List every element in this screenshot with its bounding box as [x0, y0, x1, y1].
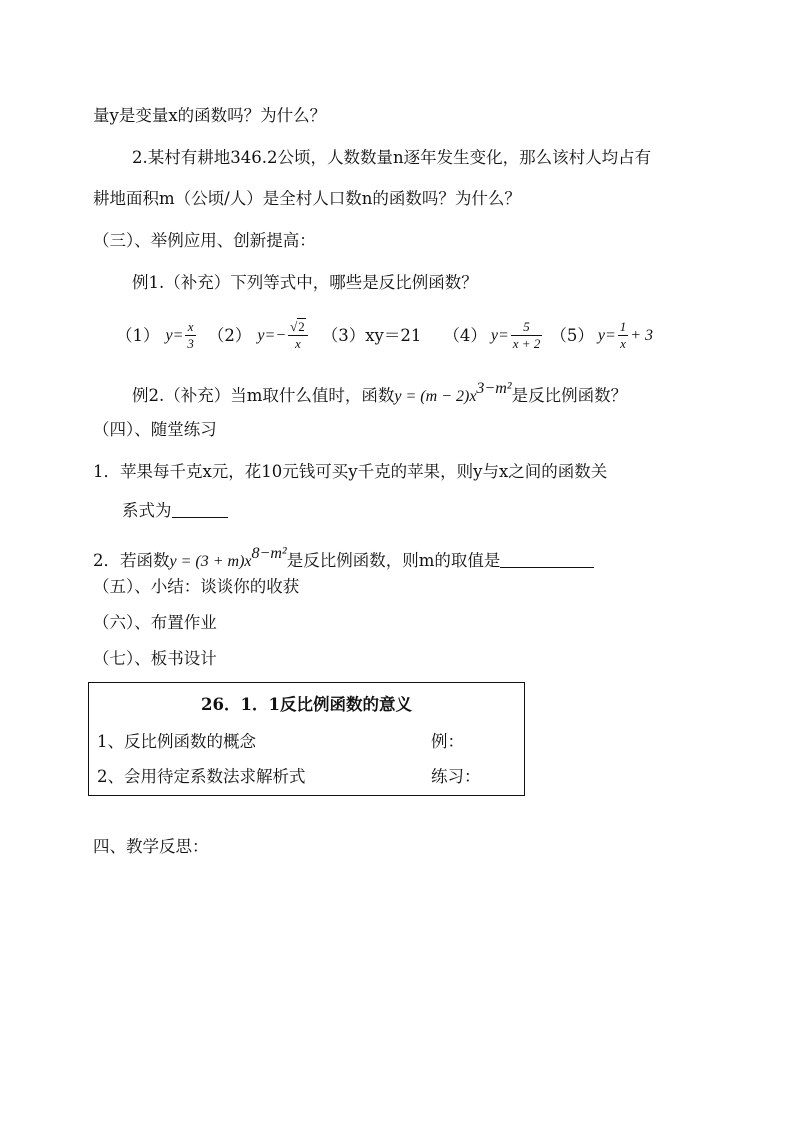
eq4-equals: =: [497, 326, 509, 344]
eq1-label: （1）: [116, 325, 160, 345]
eq4-label: （4）: [443, 325, 487, 345]
example-2-prompt: [132, 378, 627, 408]
exercise-2-coef: (3 + m): [195, 553, 245, 570]
eq4-y: y: [490, 326, 498, 344]
eq5-equals: =: [604, 326, 616, 344]
eq2-y: y: [257, 326, 265, 344]
eq1-equals: =: [172, 326, 184, 344]
exercise-1-blank: [172, 501, 228, 518]
eq2-fraction: [288, 319, 308, 352]
eq1-y: y: [165, 326, 173, 344]
example-2-equals: =: [401, 388, 421, 405]
eq2-radicand: 2: [298, 319, 305, 334]
example-2-y: y: [394, 388, 402, 405]
section-heading-3: （三）、举例应用、创新提高：: [93, 231, 316, 250]
example-2-coef: (m − 2): [420, 388, 470, 405]
eq1-denominator: 3: [187, 336, 194, 351]
eq3: （3）xy＝21: [321, 325, 422, 345]
example-2-exponent: 3−m²: [476, 380, 512, 397]
eq5-fraction: [618, 319, 629, 352]
example-2-text-a: 例2.（补充）当m取什么值时，函数: [132, 386, 395, 405]
board-row-2-right: 练习：: [431, 767, 481, 786]
exercise-2-base: x: [244, 553, 252, 570]
eq2-label: （2）: [207, 325, 252, 345]
board-design-box: [88, 682, 525, 796]
example-1-prompt: 例1.（补充）下列等式中，哪些是反比例函数？: [132, 273, 478, 292]
eq4-numerator: 5: [511, 319, 543, 336]
exercise-2-equals: =: [176, 553, 196, 570]
eq5-numerator: 1: [619, 319, 627, 334]
exercise-1-line-1: 1．苹果每千克x元，花10元钱可买y千克的苹果，则y与x之间的函数关: [93, 462, 608, 481]
eq2-equals: =: [264, 326, 276, 344]
text-line-2: 2.某村有耕地346.2公顷，人数数量n逐年发生变化，那么该村人均占有: [132, 148, 652, 167]
eq2-numerator: √2: [288, 319, 308, 336]
text-line-1: 量y是变量x的函数吗？为什么？: [93, 106, 327, 125]
eq5-plus3: + 3: [630, 326, 654, 344]
example-2-text-b: 是反比例函数？: [511, 386, 628, 405]
exercise-2-text-b: 是反比例函数，则m的取值是: [286, 551, 501, 570]
teaching-reflection-heading: 四、教学反思：: [93, 837, 209, 856]
board-title: 26．1．1反比例函数的意义: [201, 695, 412, 714]
exercise-2-y: y: [169, 553, 177, 570]
eq2-minus: −: [275, 326, 287, 344]
exercise-1-text: 系式为: [122, 501, 172, 520]
text-line-3: 耕地面积m（公顷/人）是全村人口数n的函数吗？为什么？: [93, 189, 521, 208]
eq4-denominator: x + 2: [512, 336, 541, 351]
exercise-2-blank: [500, 551, 594, 568]
section-heading-7: （七）、板书设计: [93, 649, 217, 668]
section-heading-4: （四）、随堂练习: [93, 420, 217, 439]
exercise-2-exponent: 8−m²: [251, 545, 287, 562]
exercise-2: [93, 543, 594, 573]
exercise-1-line-2: [122, 500, 228, 522]
board-row-1-right: 例：: [431, 732, 464, 751]
board-row-2-left: 2、会用待定系数法求解析式: [97, 767, 306, 786]
eq1-numerator: x: [185, 319, 196, 336]
section-heading-6: （六）、布置作业: [93, 613, 217, 632]
eq4-fraction: [511, 319, 543, 352]
section-heading-5: （五）、小结：谈谈你的收获: [93, 577, 300, 596]
example-2-base: x: [469, 388, 477, 405]
board-row-1-left: 1、反比例函数的概念: [97, 732, 256, 751]
eq5-label: （5）: [550, 325, 594, 345]
exercise-2-text-a: 2．若函数: [93, 551, 170, 570]
eq5-denominator: x: [620, 336, 626, 351]
example-1-equations: [116, 319, 653, 352]
eq2-denominator: x: [295, 336, 301, 351]
eq5-y: y: [597, 326, 605, 344]
eq1-fraction: [185, 319, 196, 352]
